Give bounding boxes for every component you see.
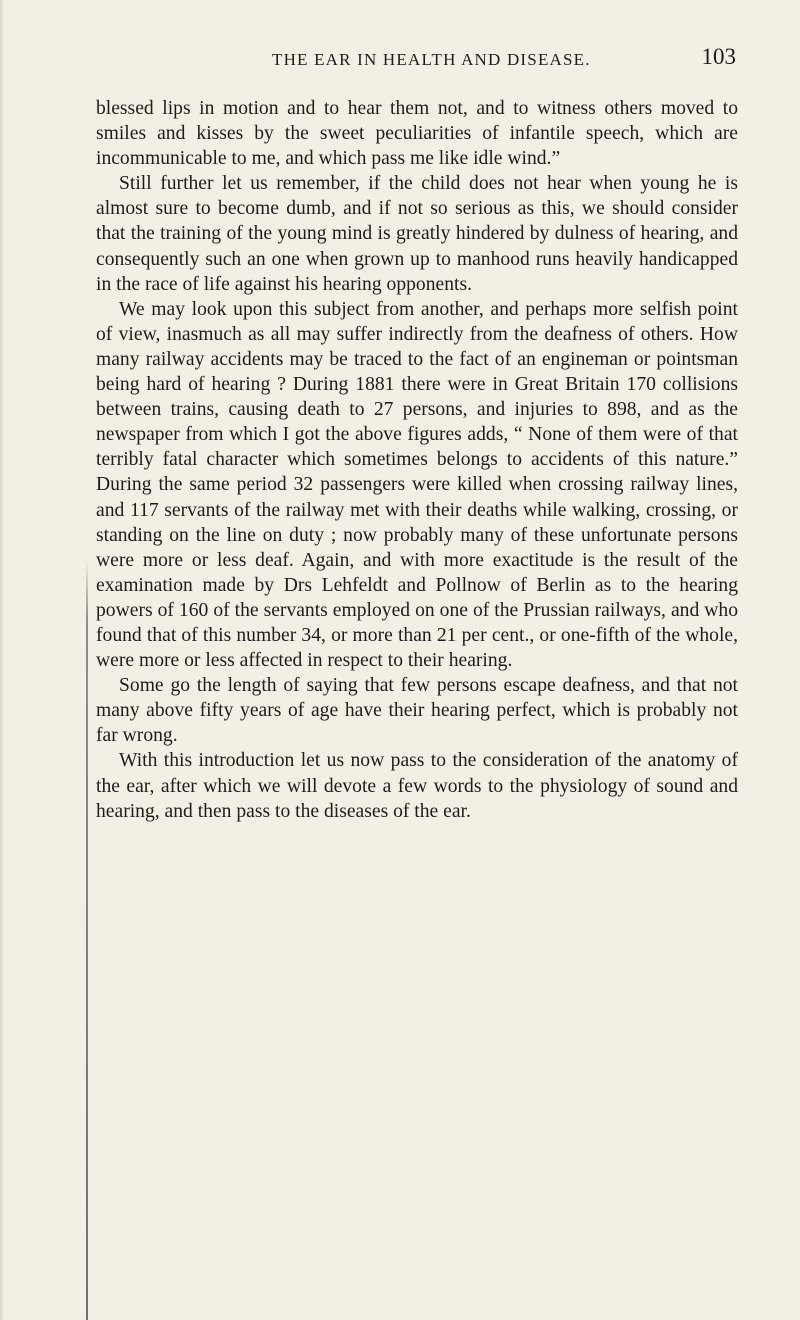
paragraph-dumbness: Still further let us remember, if the child does not hear when young he is almost sure to become dumb, and if not so serious as this, we should consider that the training of the young mind is greatly hindered by dulness of hearing, and consequently such an one when grown up to manhood runs heavily handicapped in the race of life against his hearing opponents. <box>96 173 738 295</box>
paragraph-continuation: blessed lips in motion and to hear them not, and to witness others moved to smiles and kisses by the sweet peculiarities of infantile speech, which are incommunicable to me, and which pass me like idle wind.” <box>96 98 738 170</box>
paragraph-introduction: With this introduction let us now pass to the consideration of the anatomy of the ear, after which we will devote a few words to the physiology of sound and hearing, and then pass to the diseases of the ear. <box>96 750 738 822</box>
page-header <box>96 44 746 84</box>
page-number: 103 <box>701 44 736 69</box>
page-edge-shadow <box>0 0 4 1320</box>
binding-gutter-line <box>86 560 88 1320</box>
paragraph-railway-accidents: We may look upon this subject from another, and perhaps more selfish point of view, inasmuch as all may suffer indirectly from the deafness of others. How many railway accidents may be traced to the fact of an engineman or pointsman being hard of hearing ? During 1881 there were in Great Britain 170 collisions between trains, causing death to 27 persons, and injuries to 898, and as the newspaper from which I got the above figures adds, “ None of them were of that terribly fatal character which sometimes belongs to accidents of this nature.” During the same period 32 passengers were killed when crossing railway lines, and 117 servants of the railway met with their deaths while walking, crossing, or standing on the line on duty ; now probably many of these unfortunate persons were more or less deaf. Again, and with more exactitude is the result of the examination made by Drs Lehfeldt and Pollnow of Berlin as to the hearing powers of 160 of the servants employed on one of the Prussian railways, and who found that of this number 34, or more than 21 per cent., or one-fifth of the whole, were more or less affected in respect to their hearing. <box>96 298 738 672</box>
running-title: THE EAR IN HEALTH AND DISEASE. <box>272 50 591 69</box>
body-text <box>96 96 738 824</box>
paragraph-deafness-age: Some go the length of saying that few persons escape deafness, and that not many above fifty years of age have their hearing perfect, which is probably not far wrong. <box>96 675 738 747</box>
